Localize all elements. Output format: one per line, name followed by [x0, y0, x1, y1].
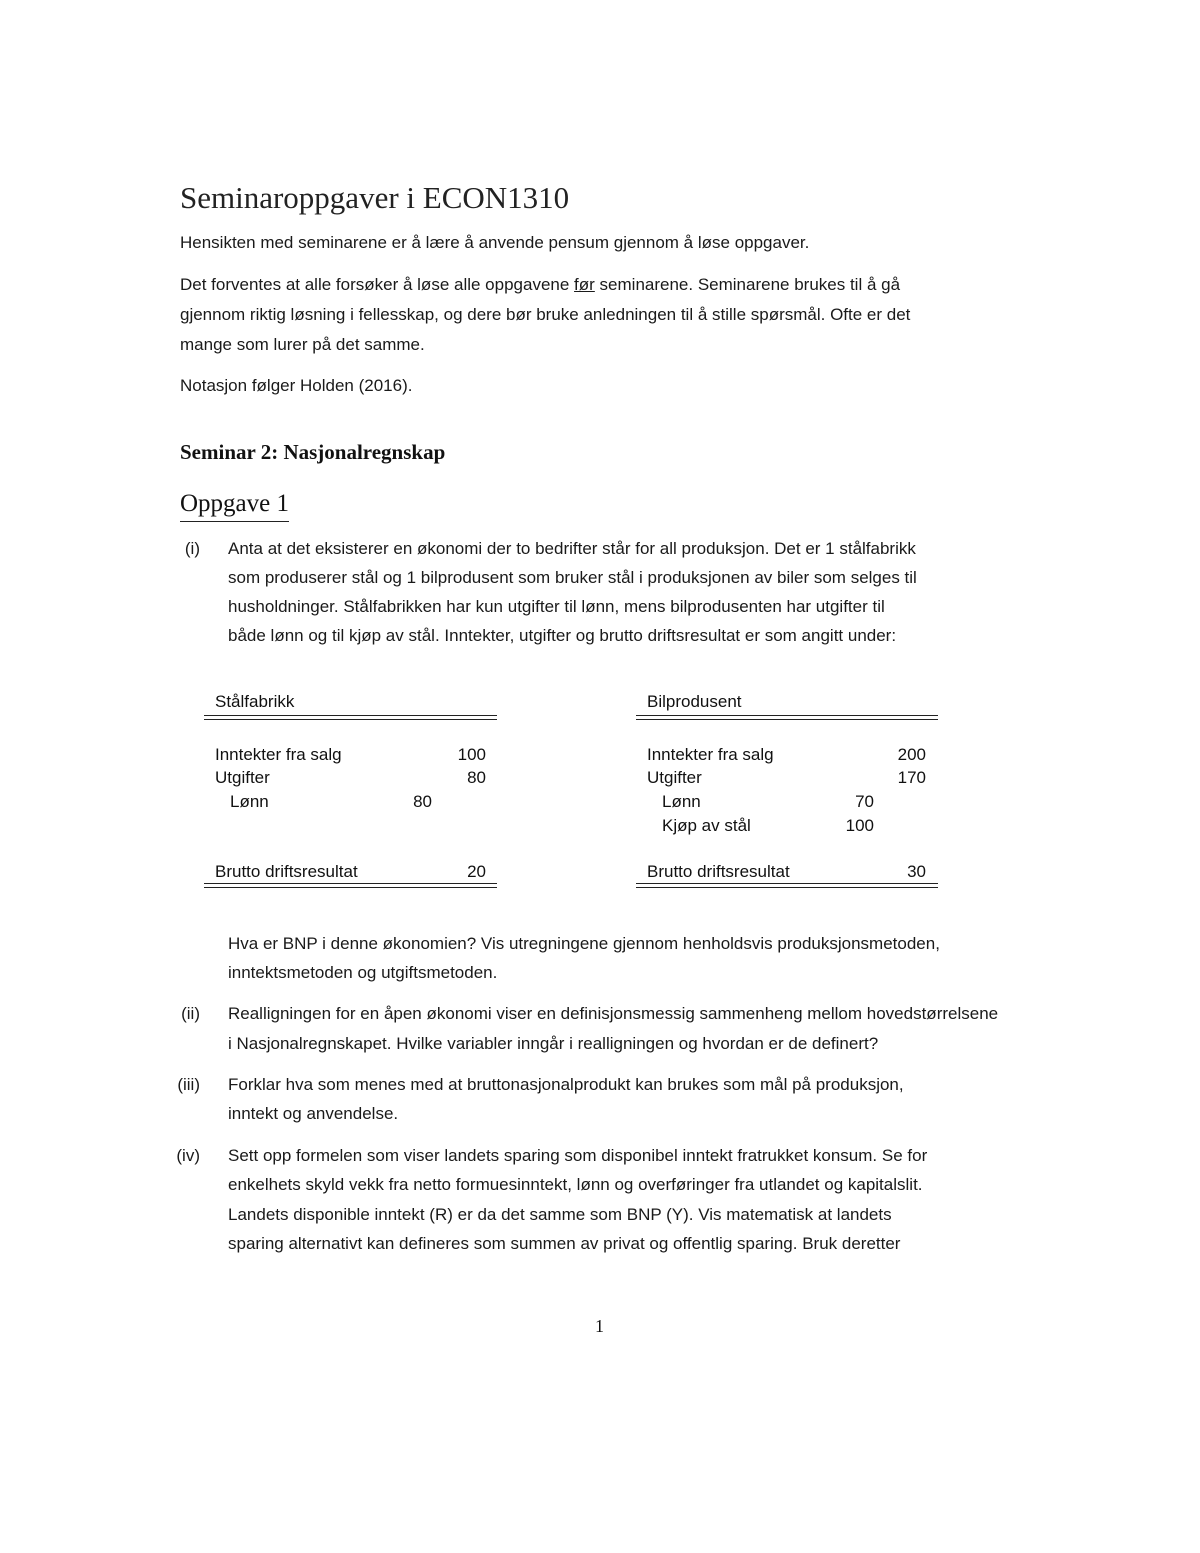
steel-table-header: Stålfabrikk [215, 692, 295, 711]
steel-result-value: 20 [467, 862, 486, 881]
document-title: Seminaroppgaver i ECON1310 [180, 180, 570, 215]
item-i-line-3: husholdninger. Stålfabrikken har kun utgifter til lønn, mens bilprodusenten har utgifter til [228, 597, 885, 616]
question-i-line-2: inntektsmetoden og utgiftsmetoden. [228, 963, 498, 982]
item-iii-line-2: inntekt og anvendelse. [228, 1104, 399, 1123]
item-iii-label [160, 1070, 200, 1100]
underlined-word: før [574, 275, 595, 294]
intro-text: seminarene. Seminarene brukes til å gå [594, 275, 901, 294]
intro-paragraph-2-line-3: mange som lurer på det samme. [180, 335, 425, 354]
question-i-line-1: Hva er BNP i denne økonomien? Vis utregningene gjennom henholdsvis produksjonsmetoden, [228, 934, 940, 953]
intro-paragraph-3: Notasjon følger Holden (2016). [180, 376, 413, 395]
intro-paragraph-2-line-2: gjennom riktig løsning i fellesskap, og dere bør bruke anledningen til å stille spørsmål. Ofte er det [180, 305, 911, 324]
item-i-line-1: Anta at det eksisterer en økonomi der to bedrifter står for all produksjon. Det er 1 stålfabrikk [228, 539, 916, 558]
intro-paragraph-1: Hensikten med seminarene er å lære å anvende pensum gjennom å løse oppgaver. [180, 233, 810, 252]
car-table-header: Bilprodusent [647, 692, 742, 711]
item-i-line-2: som produserer stål og 1 bilprodusent som bruker stål i produksjonen av biler som selges til [228, 568, 917, 587]
item-label: (i) [184, 539, 200, 558]
car-wages-label: Lønn [662, 792, 701, 811]
intro-paragraph-2-line-1 [180, 270, 900, 300]
item-iv-line-2: enkelhets skyld vekk fra netto formuesinntekt, lønn og overføringer fra utlandet og kapitalslit. [228, 1175, 923, 1194]
car-costs-label: Utgifter [647, 768, 702, 787]
item-iv-label [160, 1141, 200, 1171]
steel-wages-label: Lønn [230, 792, 269, 811]
item-label: (ii) [181, 1004, 200, 1023]
item-i-label [160, 534, 200, 564]
car-costs-value: 170 [897, 768, 926, 787]
item-ii-label [160, 999, 200, 1029]
item-ii-line-1: Realligningen for en åpen økonomi viser en definisjonsmessig sammenheng mellom hovedstørrelsene [228, 1004, 999, 1023]
item-iv-line-4: sparing alternativt kan defineres som summen av privat og offentlig sparing. Bruk deretter [228, 1234, 901, 1253]
car-wages-value: 70 [855, 792, 874, 811]
item-label: (iv) [176, 1146, 200, 1165]
steel-revenue-value: 100 [457, 745, 486, 764]
page-number: 1 [595, 1316, 604, 1336]
item-iv-line-3: Landets disponible inntekt (R) er da det samme som BNP (Y). Vis matematisk at landets [228, 1205, 892, 1224]
intro-text: Det forventes at alle forsøker å løse alle oppgavene [180, 275, 575, 294]
car-steel-value: 100 [845, 816, 874, 835]
car-steel-label: Kjøp av stål [662, 816, 751, 835]
item-i-line-4: både lønn og til kjøp av stål. Inntekter, utgifter og brutto driftsresultat er som angitt under: [228, 626, 897, 645]
table-rule [636, 883, 938, 884]
table-rule [204, 719, 497, 720]
item-iv-line-1: Sett opp formelen som viser landets sparing som disponibel inntekt fratrukket konsum. Se for [228, 1146, 928, 1165]
table-rule [636, 719, 938, 720]
steel-costs-label: Utgifter [215, 768, 270, 787]
car-revenue-label: Inntekter fra salg [647, 745, 774, 764]
item-ii-line-2: i Nasjonalregnskapet. Hvilke variabler inngår i realligningen og hvordan er de definert? [228, 1034, 879, 1053]
steel-costs-value: 80 [467, 768, 486, 787]
item-iii-line-1: Forklar hva som menes med at bruttonasjonalprodukt kan brukes som mål på produksjon, [228, 1075, 904, 1094]
table-rule [636, 887, 938, 888]
car-result-label: Brutto driftsresultat [647, 862, 790, 881]
steel-revenue-label: Inntekter fra salg [215, 745, 342, 764]
oppgave-heading: Oppgave 1 [180, 490, 289, 522]
table-rule [204, 715, 497, 716]
seminar-heading: Seminar 2: Nasjonalregnskap [180, 440, 446, 464]
table-rule [204, 887, 497, 888]
table-rule [636, 715, 938, 716]
car-revenue-value: 200 [897, 745, 926, 764]
table-rule [204, 883, 497, 884]
car-result-value: 30 [907, 862, 926, 881]
steel-result-label: Brutto driftsresultat [215, 862, 358, 881]
steel-wages-value: 80 [413, 792, 432, 811]
item-label: (iii) [177, 1075, 200, 1094]
